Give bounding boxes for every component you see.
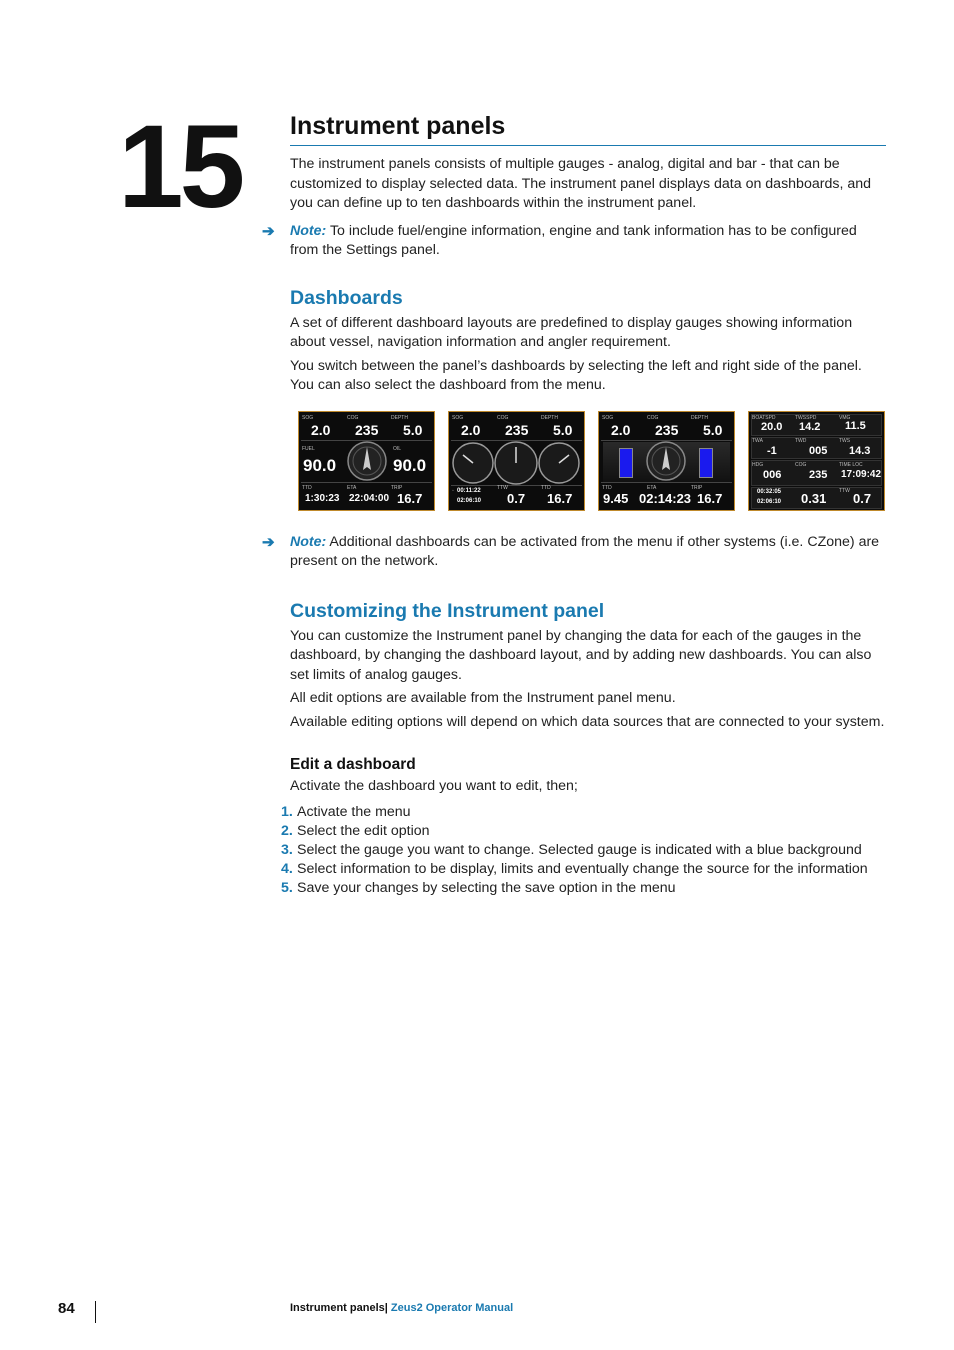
sog-value: 2.0 xyxy=(611,421,631,438)
dashboard-image-sailing: BOATSPD TWSSPD VMG 20.0 14.2 11.5 TWA TWD TWS -1 005 14.3 HDG COG TIME LOC 006 235 17:09:42 00:32:05 02:06:10 TTW 0.31 0.7 xyxy=(748,411,885,511)
engine-gauges-icon xyxy=(451,441,581,485)
dashboard-image-vessel: SOG COG DEPTH 2.0 235 5.0 FUEL OIL 90.0 90.0 TTD ETA TRIP 1:30:23 22:04:00 16.7 xyxy=(298,411,435,511)
trip-value: 16.7 xyxy=(397,490,423,506)
time-value-1: 00:11:22 xyxy=(457,487,481,494)
ttd-value: 1:30:23 xyxy=(305,492,340,504)
time-value-2: 02:06:10 xyxy=(757,498,782,505)
section-heading-dashboards: Dashboards xyxy=(290,286,403,309)
oil-value: 90.0 xyxy=(393,455,427,475)
trip-value: 16.7 xyxy=(697,490,723,506)
edit-intro: Activate the dashboard you want to edit, then; xyxy=(290,778,578,794)
dashboards-paragraph-1: A set of different dashboard layouts are predefined to display gauges showing information about vessel, navigation information and angler requirement. xyxy=(290,314,853,350)
hdg-value: 006 xyxy=(763,468,782,481)
edit-steps-list xyxy=(281,803,886,898)
eta-value: 22:04:00 xyxy=(349,492,390,504)
sog-value: 2.0 xyxy=(311,421,331,438)
cog-value: 235 xyxy=(355,421,379,438)
customizing-paragraph-3: Available editing options will depend on which data sources that are connected to your system. xyxy=(290,713,885,730)
ttw-value: 0.7 xyxy=(853,490,872,506)
compass-gauge-icon xyxy=(346,440,388,482)
customizing-paragraph-2: All edit options are available from the Instrument panel menu. xyxy=(290,690,676,706)
ttd-value: 9.45 xyxy=(603,490,629,506)
subheading-edit-dashboard: Edit a dashboard xyxy=(290,756,416,773)
page-title: Instrument panels xyxy=(290,112,886,146)
time-value-1: 00:32:05 xyxy=(757,488,782,495)
twa-value: -1 xyxy=(767,444,777,457)
list-item: 4. Select information to be display, limits and eventually change the source for the information xyxy=(281,860,868,877)
main-content xyxy=(262,112,886,898)
twd-value: 005 xyxy=(809,444,828,457)
time-value-2: 02:06:10 xyxy=(457,497,482,504)
arrow-right-icon: ➔ xyxy=(262,222,275,240)
boatspd-value: 20.0 xyxy=(761,420,783,433)
note-label: Note: xyxy=(290,533,327,550)
cog-value: 235 xyxy=(655,421,679,438)
note-label: Note: xyxy=(290,222,327,239)
note-text: Additional dashboards can be activated from the menu if other systems (i.e. CZone) are present on the network. xyxy=(290,533,880,569)
time-value: 17:09:42 xyxy=(841,468,882,480)
depth-value: 5.0 xyxy=(403,421,423,438)
arrow-right-icon: ➔ xyxy=(262,533,275,551)
ttw-value: 0.7 xyxy=(507,490,526,506)
depth-value: 5.0 xyxy=(703,421,723,438)
footer-divider xyxy=(95,1301,96,1323)
ttd-value: 16.7 xyxy=(547,490,573,506)
fuel-value: 90.0 xyxy=(303,455,337,475)
xte-value: 0.31 xyxy=(801,490,827,506)
cog-value: 235 xyxy=(809,468,828,481)
note-fuel xyxy=(262,222,886,261)
tank-level-bar xyxy=(699,448,713,478)
dashboard-image-tanks: SOG COG DEPTH 2.0 235 5.0 TTD ETA TRIP 9.45 02:14:23 16.7 xyxy=(598,411,735,511)
twsspd-value: 14.2 xyxy=(799,420,821,433)
chapter-number: 15 xyxy=(118,101,242,233)
list-item: 5. Save your changes by selecting the save option in the menu xyxy=(281,879,676,896)
section-heading-customizing: Customizing the Instrument panel xyxy=(290,599,605,622)
tank-level-bar xyxy=(619,448,633,478)
note-czone xyxy=(262,533,886,572)
eta-value: 02:14:23 xyxy=(639,490,692,506)
cog-value: 235 xyxy=(505,421,529,438)
list-item: 3. Select the gauge you want to change. Selected gauge is indicated with a blue background xyxy=(281,841,862,858)
footer-text: Instrument panels| Zeus2 Operator Manual xyxy=(290,1302,514,1314)
note-text: To include fuel/engine information, engine and tank information has to be configured from the Settings panel. xyxy=(290,222,857,258)
page-number: 84 xyxy=(58,1300,75,1317)
customizing-paragraph-1: You can customize the Instrument panel by changing the data for each of the gauges in the dashboard, by changing the dashboard layout, and by adding new dashboards. You can also set limits of analog gauges. xyxy=(290,627,872,683)
sog-value: 2.0 xyxy=(461,421,481,438)
tws-value: 14.3 xyxy=(849,444,871,457)
dashboards-paragraph-2: You switch between the panel’s dashboards by selecting the left and right side of the panel. You can also select the dashboard from the menu. xyxy=(290,357,862,393)
dashboard-image-engine: SOG COG DEPTH 2.0 235 5.0 ◦ 00:11:22 02:06:10 TTW TTD 0.7 16.7 xyxy=(448,411,585,511)
depth-value: 5.0 xyxy=(553,421,573,438)
dashboard-images xyxy=(298,411,886,511)
list-item: 2. Select the edit option xyxy=(281,822,430,839)
intro-paragraph: The instrument panels consists of multiple gauges - analog, digital and bar - that can be customized to display selected data. The instrument panel displays data on dashboards, and you can define up to ten dashboards within the instrument panel. xyxy=(290,156,871,211)
compass-gauge-icon xyxy=(645,440,687,482)
vmg-value: 11.5 xyxy=(845,419,866,432)
list-item: 1. Activate the menu xyxy=(281,803,411,820)
